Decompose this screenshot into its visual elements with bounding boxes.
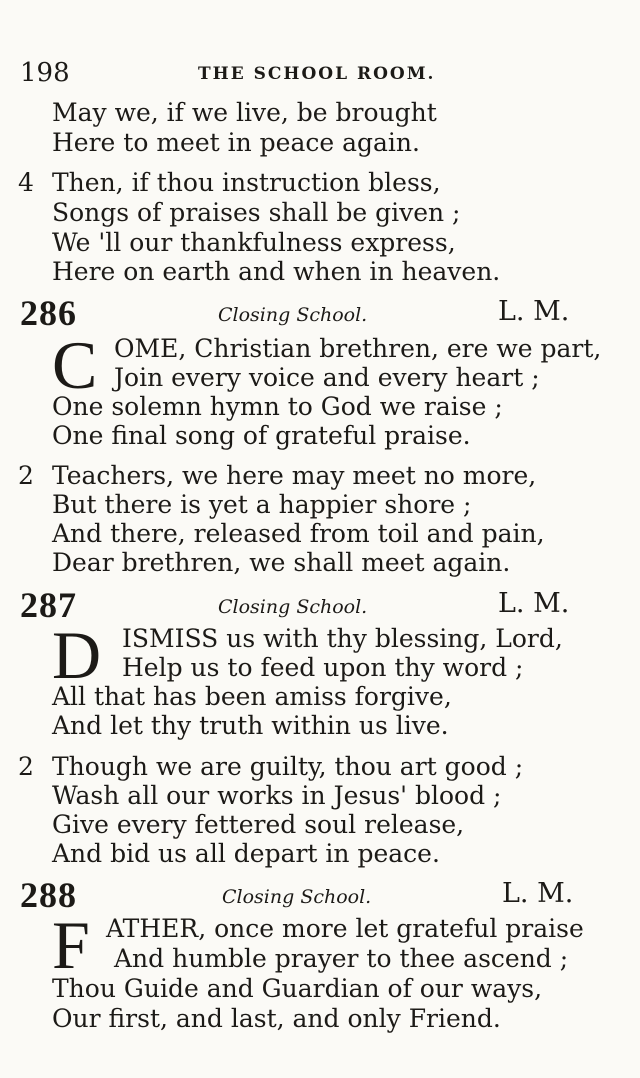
hymn-title: Closing School. (218, 596, 368, 618)
verse-line: One solemn hymn to God we raise ; (52, 392, 503, 421)
verse-line: Songs of praises shall be given ; (52, 198, 461, 227)
verse-line: May we, if we live, be brought (52, 98, 437, 127)
verse-number: 2 (18, 461, 34, 490)
drop-cap: D (52, 617, 102, 693)
hymn-meter: L. M. (498, 588, 570, 619)
verse-line: But there is yet a happier shore ; (52, 490, 472, 519)
verse-line: And humble prayer to thee ascend ; (114, 944, 569, 973)
verse-line: All that has been amiss forgive, (52, 682, 452, 711)
verse-line: Thou Guide and Guardian of our ways, (52, 974, 543, 1003)
verse-line: One final song of grateful praise. (52, 421, 471, 450)
verse-line: Wash all our works in Jesus' blood ; (52, 781, 502, 810)
page-header (20, 58, 600, 90)
verse-line: Dear brethren, we shall meet again. (52, 548, 511, 577)
verse-line: Help us to feed upon thy word ; (122, 653, 524, 682)
verse-line: Our first, and last, and only Friend. (52, 1004, 501, 1033)
hymn-title: Closing School. (222, 886, 372, 908)
hymn-number: 287 (20, 585, 77, 625)
hymn-meter: L. M. (502, 878, 574, 909)
verse-line: OME, Christian brethren, ere we part, (114, 334, 602, 363)
verse-line: We 'll our thankfulness express, (52, 228, 456, 257)
hymn-number: 288 (20, 875, 77, 915)
drop-cap: F (52, 907, 90, 983)
page-number: 198 (20, 58, 70, 88)
hymn-number: 286 (20, 293, 77, 333)
verse-line: ATHER, once more let grateful praise (106, 914, 584, 943)
verse-line: And bid us all depart in peace. (52, 839, 440, 868)
verse-line: Though we are guilty, thou art good ; (52, 752, 524, 781)
drop-cap: C (52, 327, 98, 403)
verse-line: Here to meet in peace again. (52, 128, 420, 157)
verse-line: Then, if thou instruction bless, (52, 168, 441, 197)
verse-line: ISMISS us with thy blessing, Lord, (122, 624, 563, 653)
verse-line: And there, released from toil and pain, (52, 519, 545, 548)
verse-line: Give every fettered soul release, (52, 810, 465, 839)
hymn-title: Closing School. (218, 304, 368, 326)
hymn-meter: L. M. (498, 296, 570, 327)
verse-line: Join every voice and every heart ; (114, 363, 540, 392)
verse-line: Teachers, we here may meet no more, (52, 461, 537, 490)
verse-number: 2 (18, 752, 34, 781)
running-head: THE SCHOOL ROOM. (198, 64, 436, 84)
verse-line: And let thy truth within us live. (52, 711, 449, 740)
verse-number: 4 (18, 168, 34, 197)
verse-line: Here on earth and when in heaven. (52, 257, 501, 286)
